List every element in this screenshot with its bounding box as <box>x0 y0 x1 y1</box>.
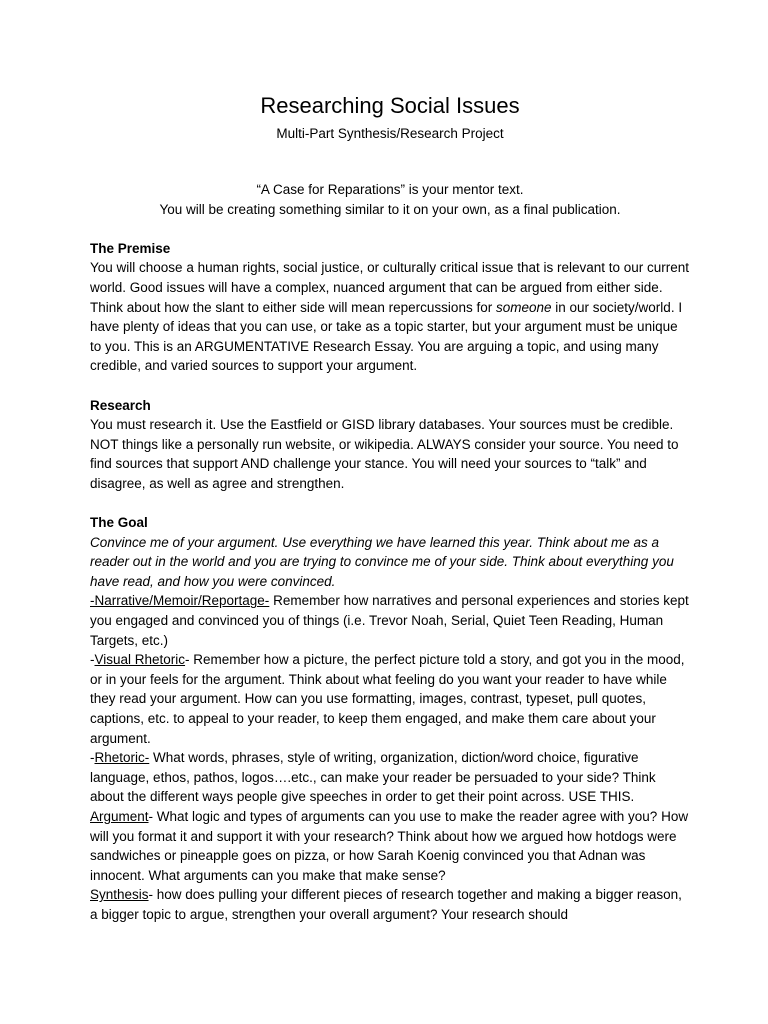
goal-intro-text: Convince me of your argument. Use everything we have learned this year. Think about me as a reader out in the world and you are trying to convince me of your side. Think about everything you have read, and how you were convinced. <box>90 534 674 589</box>
intro-block <box>90 180 690 219</box>
premise-section <box>90 239 690 376</box>
page-title: Researching Social Issues <box>260 93 520 118</box>
goal-item-text: Remember how narratives and personal experiences and stories kept you engaged and convinced you of things (i.e. Trevor Noah, Serial, Quiet Teen Reading, Human Targets, etc.) <box>90 593 689 648</box>
goal-item-argument <box>90 807 690 885</box>
goal-item-visual-rhetoric <box>90 650 690 748</box>
goal-item-text: - how does pulling your different pieces of research together and making a bigger reason, a bigger topic to argue, strengthen your overall argument? Your research should <box>90 887 682 922</box>
goal-item-prefix: - <box>90 750 95 766</box>
goal-item-narrative <box>90 591 690 650</box>
premise-heading: The Premise <box>90 240 171 256</box>
research-section <box>90 396 690 494</box>
page-subtitle: Multi-Part Synthesis/Research Project <box>276 126 504 141</box>
goal-section <box>90 513 690 924</box>
premise-text <box>90 258 690 376</box>
goal-item-term: Rhetoric- <box>94 750 150 766</box>
premise-text-part-1: You will choose a human rights, social justice, or culturally critical issue that is relevant to our current world. Good issues will have a complex, nuanced argument that can be argued from either side. Think about how the slant to either side will mean repercussions for <box>90 260 690 315</box>
goal-item-synthesis <box>90 885 690 924</box>
goal-item-text: - What logic and types of arguments can you use to make the reader agree with you? How will you format it and support it with your research? Think about how we argued how hotdogs were sandwiches or pineapple goes on pizza, or how Sarah Koenig convinced you that Adnan was innocent. What arguments can you make that make sense? <box>90 809 689 883</box>
goal-item-text: - Remember how a picture, the perfect picture told a story, and got you in the mood, or in your feels for the argument. Think about what feeling do you want your reader to have while they read your argument. How can you use formatting, images, contrast, typeset, pull quotes, captions, etc. to appeal to your reader, to keep them engaged, and make them care about your argument. <box>90 652 685 746</box>
goal-item-term: -Narrative/Memoir/Reportage- <box>90 593 270 609</box>
intro-line-1: “A Case for Reparations” is your mentor text. <box>256 182 524 197</box>
premise-text-emphasis: someone <box>495 299 552 315</box>
goal-item-term: Visual Rhetoric <box>94 652 186 668</box>
intro-line-2: You will be creating something similar to it on your own, as a final publication. <box>159 201 621 217</box>
goal-item-term: Argument <box>90 809 149 824</box>
premise-text-part-2: in our society/world. I have plenty of ideas that you can use, or take as a topic starter, but your argument must be unique to you. This is an ARGUMENTATIVE Research Essay. You are arguing a topic, and using many credible, and varied sources to support your argument. <box>90 299 683 374</box>
goal-heading: The Goal <box>90 515 148 531</box>
goal-item-prefix: - <box>90 652 95 668</box>
research-heading: Research <box>90 397 151 413</box>
goal-item-rhetoric <box>90 748 690 807</box>
document-body <box>90 92 690 925</box>
goal-item-term: Synthesis <box>90 887 149 903</box>
goal-item-text: What words, phrases, style of writing, organization, diction/word choice, figurative language, ethos, pathos, logos….etc., can make your reader be persuaded to your side? Think about the different ways people give speeches in order to get their point across. USE THIS. <box>90 750 656 805</box>
research-text: You must research it. Use the Eastfield or GISD library databases. Your sources must be credible. NOT things like a personally run website, or wikipedia. ALWAYS consider your source. You need to find sources that support AND challenge your stance. You will need your sources to “talk” and disagree, as well as agree and strengthen. <box>90 417 679 491</box>
